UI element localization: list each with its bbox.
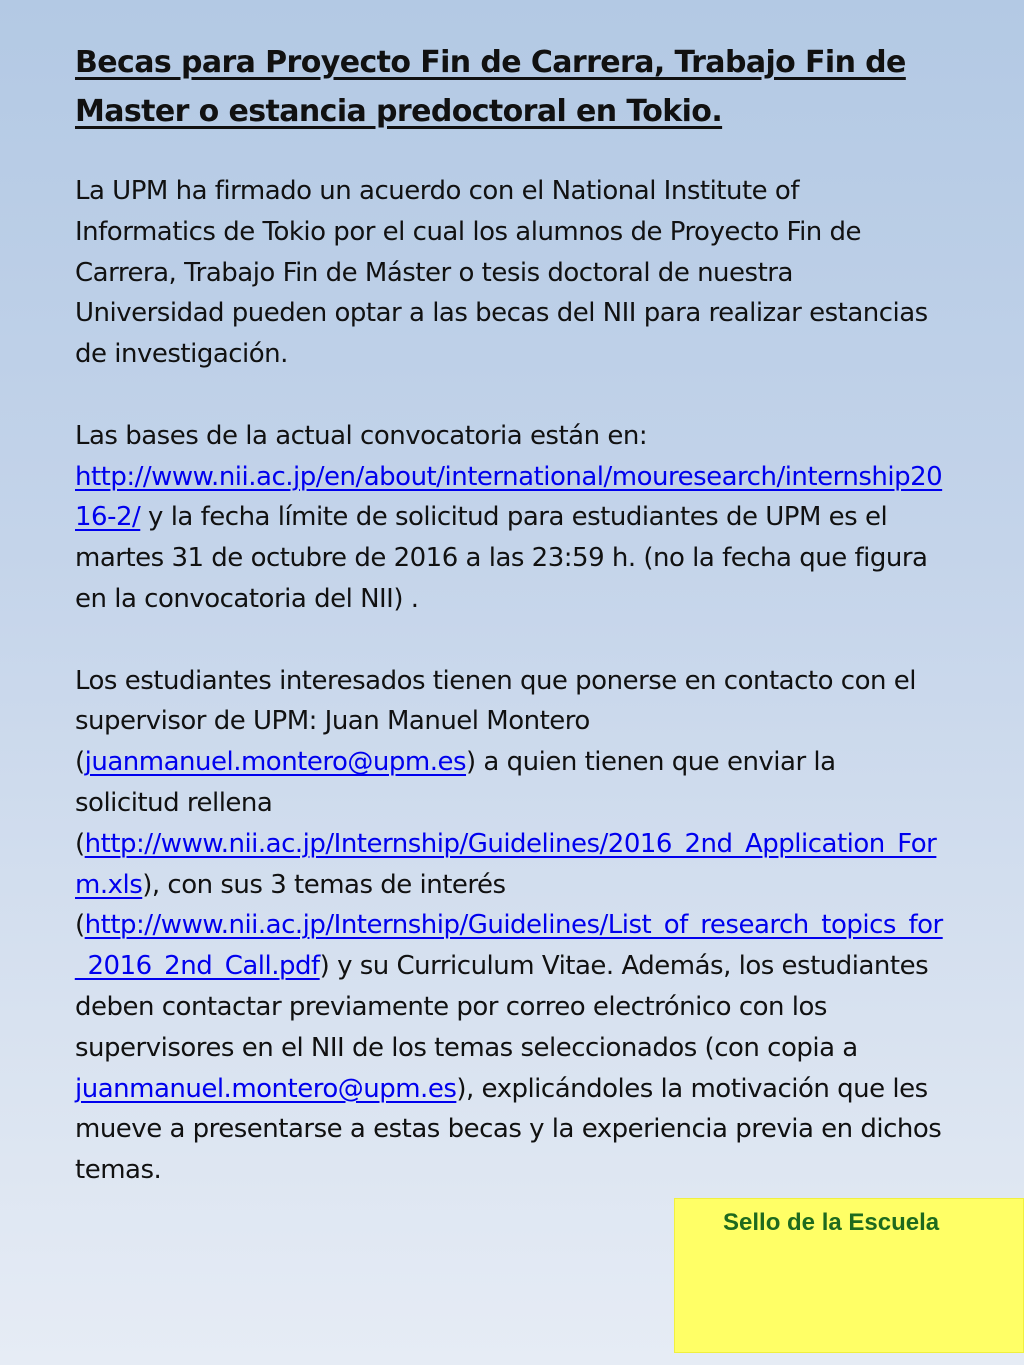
contact-text-5: ), explicándoles la motivación que les mueve a presentarse a estas becas y la experiencia previa en dichos temas. xyxy=(75,1073,942,1186)
bases-intro-text: Las bases de la actual convocatoria están en: xyxy=(75,420,648,451)
research-topics-link[interactable]: http://www.nii.ac.jp/Internship/Guidelines/List_of_research_topics_for_2016_2nd_Call.pdf xyxy=(75,910,943,982)
spacer xyxy=(75,136,945,171)
school-stamp-box xyxy=(674,1198,1024,1353)
contact-text-1: Los estudiantes interesados tienen que ponerse en contacto con el supervisor de UPM: Juan Manuel Montero ( xyxy=(75,665,916,778)
slide-content xyxy=(75,38,945,1191)
page-title: Becas para Proyecto Fin de Carrera, Trabajo Fin de Master o estancia predoctoral en Tokio. xyxy=(75,45,906,129)
spacer xyxy=(75,375,945,416)
paragraph-agreement: La UPM ha firmado un acuerdo con el National Institute of Informatics de Tokio por el cual los alumnos de Proyecto Fin de Carrera, Trabajo Fin de Máster o tesis doctoral de nuestra Universidad pueden optar a las becas del NII para realizar estancias de investigación. xyxy=(75,176,928,370)
paragraph-bases xyxy=(75,416,945,620)
application-form-link[interactable]: http://www.nii.ac.jp/Internship/Guidelines/2016_2nd_Application_Form.xls xyxy=(75,828,937,900)
convocatoria-link[interactable]: http://www.nii.ac.jp/en/about/international/mouresearch/internship2016-2/ xyxy=(75,461,943,533)
contact-text-2: ) a quien tienen que enviar la solicitud rellena ( xyxy=(75,747,836,859)
stamp-label: Sello de la Escuela xyxy=(723,1209,940,1236)
contact-text-3: ), con sus 3 temas de interés ( xyxy=(75,869,506,941)
deadline-text: y la fecha límite de solicitud para estudiantes de UPM es el martes 31 de octubre de 2016 a las 23:59 h. (no la fecha que figura en la convocatoria del NII) . xyxy=(75,502,928,614)
paragraph-contact xyxy=(75,661,945,1191)
contact-text-4: ) y su Curriculum Vitae. Además, los estudiantes deben contactar previamente por correo electrónico con los supervisores en el NII de los temas seleccionados (con copia a xyxy=(75,951,929,1063)
supervisor-email-link[interactable]: juanmanuel.montero@upm.es xyxy=(84,747,467,778)
spacer xyxy=(75,620,945,661)
cc-email-link[interactable]: juanmanuel.montero@upm.es xyxy=(75,1073,457,1104)
